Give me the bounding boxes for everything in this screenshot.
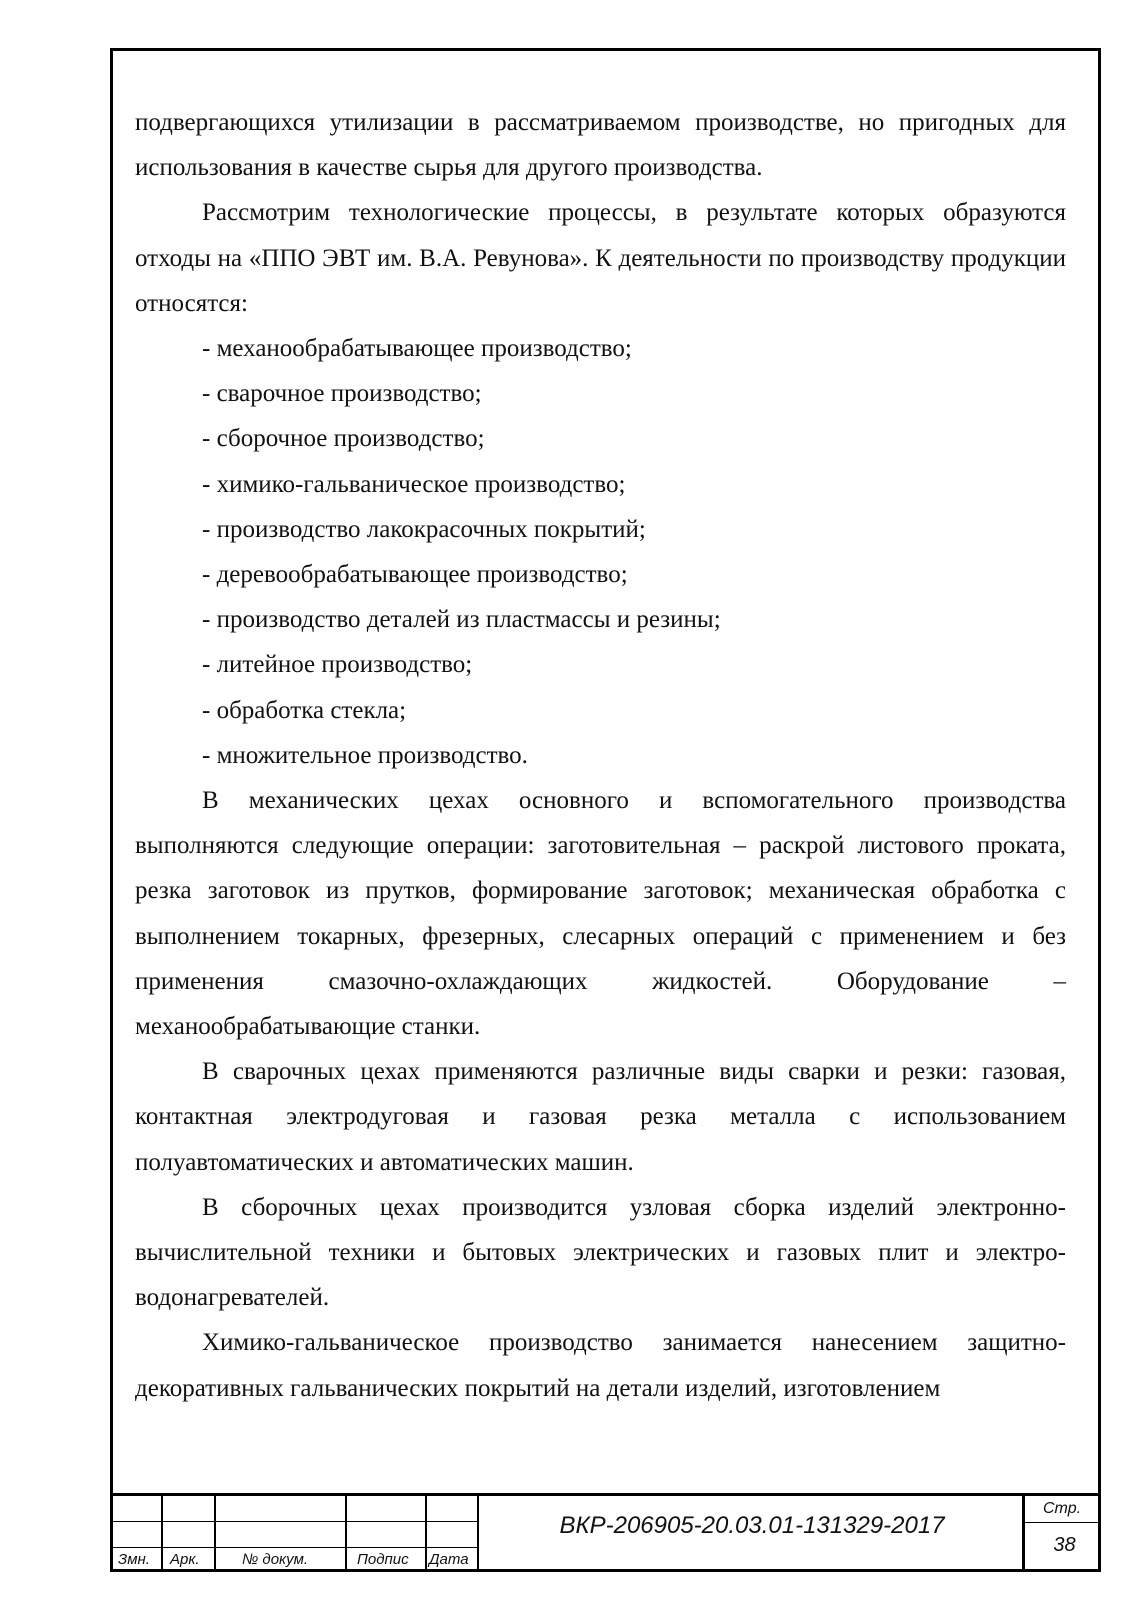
stamp-divider bbox=[214, 1496, 216, 1572]
paragraph: Химико-гальваническое производство занимается нанесением защитно-декоративных гальванических покрытий на детали изделий, изготовлением bbox=[135, 1329, 1066, 1402]
stamp-col-ark: Арк. bbox=[170, 1551, 200, 1568]
list-item: - производство лакокрасочных покрытий; bbox=[202, 515, 646, 543]
stamp-divider bbox=[425, 1496, 427, 1572]
list-item: - литейное производство; bbox=[202, 651, 473, 679]
page-label: Стр. bbox=[1043, 1500, 1082, 1517]
stamp-row-line bbox=[110, 1521, 478, 1522]
stamp-divider bbox=[1022, 1496, 1025, 1572]
stamp-col-podpis: Подпис bbox=[357, 1551, 409, 1568]
paragraph: В сборочных цехах производится узловая сборка изделий электронно-вычислительной техники и бытовых электрических и газовых плит и электро-водонагревателей. bbox=[135, 1193, 1066, 1312]
list-item: - обработка стекла; bbox=[202, 696, 407, 724]
list-item: - сборочное производство; bbox=[202, 425, 485, 453]
stamp-row-line bbox=[1023, 1522, 1101, 1523]
list-item: - сварочное производство; bbox=[202, 380, 482, 408]
stamp-divider bbox=[161, 1496, 163, 1572]
stamp-divider bbox=[477, 1496, 479, 1572]
list-item: - множительное производство. bbox=[202, 741, 528, 769]
document-number: ВКР-206905-20.03.01-131329-2017 bbox=[559, 1512, 945, 1539]
list-item: - деревообрабатывающее производство; bbox=[202, 561, 628, 589]
list-item: - производство деталей из пластмассы и резины; bbox=[202, 606, 721, 634]
stamp-col-zmn: Змн. bbox=[118, 1551, 150, 1568]
stamp-row-line bbox=[110, 1547, 478, 1548]
stamp-col-data: Дата bbox=[429, 1551, 469, 1568]
paragraph: В сварочных цехах применяются различные виды сварки и резки: газовая, контактная электродуговая и газовая резка металла с использованием полуавтоматических и автоматических машин. bbox=[135, 1058, 1066, 1176]
stamp-divider bbox=[345, 1496, 347, 1572]
page-number: 38 bbox=[1053, 1534, 1076, 1556]
title-block bbox=[110, 1493, 1101, 1572]
paragraph-continuation: подвергающихся утилизации в рассматриваемом производстве, но пригодных для использования в качестве сырья для другого производства. bbox=[135, 109, 1066, 182]
stamp-col-doc: № докум. bbox=[242, 1551, 309, 1568]
paragraph: В механических цехах основного и вспомогательного производства выполняются следующие операции: заготовительная – раскрой листового проката, резка заготовок из прутков, формирование заготовок; механическая обработка с выполнением токарных, фрезерных, слесарных операций с применением и без применения смазочно-охлаждающих жидкостей. Оборудование – механообрабатывающие станки. bbox=[135, 787, 1066, 1041]
paragraph: Рассмотрим технологические процессы, в результате которых образуются отходы на «ППО ЭВТ им. В.А. Ревунова». К деятельности по производству продукции относятся: bbox=[135, 199, 1066, 317]
list-item: - механообрабатывающее производство; bbox=[202, 335, 632, 363]
list-item: - химико-гальваническое производство; bbox=[202, 470, 626, 498]
document-body bbox=[135, 100, 1066, 1411]
